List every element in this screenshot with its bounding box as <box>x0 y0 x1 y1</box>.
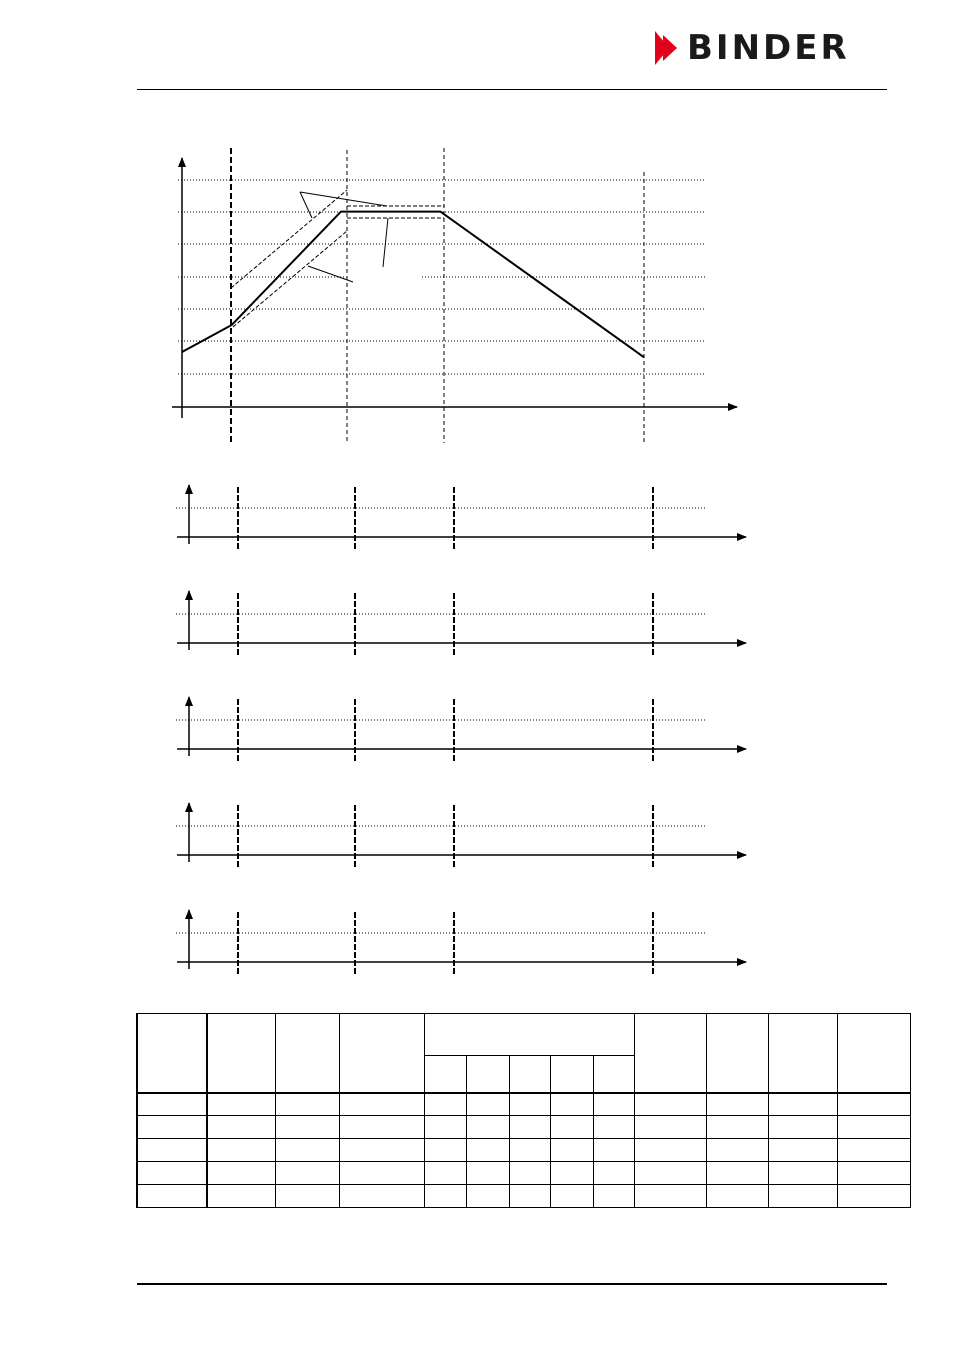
table-cell <box>634 1185 706 1208</box>
table-row <box>137 1139 910 1162</box>
table-cell <box>339 1162 424 1185</box>
main-temperature-chart <box>172 148 737 443</box>
table-cell <box>768 1093 837 1116</box>
table-cell <box>424 1185 466 1208</box>
table-cell <box>593 1162 634 1185</box>
table-cell <box>593 1185 634 1208</box>
table-cell <box>424 1162 466 1185</box>
table-cell <box>768 1116 837 1139</box>
table-cell <box>706 1116 768 1139</box>
table-cell <box>207 1139 275 1162</box>
table-cell <box>509 1116 550 1139</box>
table-cell <box>593 1093 634 1116</box>
table-cell <box>207 1185 275 1208</box>
table-row <box>137 1093 910 1116</box>
table-cell <box>466 1093 509 1116</box>
table-cell <box>550 1162 593 1185</box>
table-cell <box>706 1162 768 1185</box>
table-cell <box>706 1139 768 1162</box>
table-cell <box>768 1185 837 1208</box>
table-cell <box>207 1116 275 1139</box>
control-chart-3 <box>176 697 746 761</box>
table-cell <box>339 1185 424 1208</box>
table-cell <box>137 1139 207 1162</box>
table-cell <box>137 1162 207 1185</box>
table-cell <box>837 1093 910 1116</box>
header-cell <box>339 1014 424 1093</box>
table-cell <box>837 1139 910 1162</box>
header-cell <box>634 1014 706 1093</box>
table-cell <box>424 1116 466 1139</box>
table-cell <box>837 1116 910 1139</box>
table-cell <box>339 1116 424 1139</box>
table-cell <box>424 1093 466 1116</box>
table-cell <box>275 1116 339 1139</box>
table-cell <box>339 1139 424 1162</box>
header-cell <box>706 1014 768 1093</box>
table-cell <box>593 1139 634 1162</box>
table-cell <box>424 1139 466 1162</box>
table-cell <box>706 1093 768 1116</box>
header-cell <box>275 1014 339 1093</box>
header-cell-group <box>424 1014 634 1056</box>
sub-header-cell <box>593 1056 634 1093</box>
control-chart-2 <box>176 591 746 655</box>
table-row <box>137 1185 910 1208</box>
sub-header-cell <box>424 1056 466 1093</box>
table-cell <box>137 1116 207 1139</box>
table-cell <box>550 1116 593 1139</box>
tolerance-band <box>231 190 444 327</box>
table-cell <box>768 1139 837 1162</box>
table-cell <box>509 1162 550 1185</box>
table-cell <box>634 1162 706 1185</box>
table-cell <box>137 1093 207 1116</box>
program-table <box>136 1013 911 1208</box>
control-chart-5 <box>176 910 746 974</box>
table-cell <box>634 1116 706 1139</box>
setpoint-profile-line <box>182 212 644 358</box>
table-cell <box>550 1139 593 1162</box>
table-cell <box>837 1162 910 1185</box>
logo-text: BINDER <box>687 28 850 68</box>
table-row <box>137 1162 910 1185</box>
table-row <box>137 1116 910 1139</box>
table-cell <box>466 1185 509 1208</box>
table-cell <box>466 1116 509 1139</box>
footer-rule <box>137 1283 887 1285</box>
table-cell <box>207 1162 275 1185</box>
table-cell <box>339 1093 424 1116</box>
table-cell <box>768 1162 837 1185</box>
table-cell <box>509 1139 550 1162</box>
table-cell <box>550 1185 593 1208</box>
header-cell <box>137 1014 207 1093</box>
control-channel-charts <box>176 485 746 974</box>
sub-header-cell <box>509 1056 550 1093</box>
table-cell <box>593 1116 634 1139</box>
table-cell <box>466 1162 509 1185</box>
table-cell <box>550 1093 593 1116</box>
control-chart-4 <box>176 803 746 867</box>
table-cell <box>509 1185 550 1208</box>
table-cell <box>275 1185 339 1208</box>
table-header-row-1 <box>137 1014 910 1056</box>
control-chart-1 <box>176 485 746 549</box>
table-cell <box>706 1185 768 1208</box>
table-cell <box>837 1185 910 1208</box>
table-cell <box>634 1139 706 1162</box>
table-cell <box>207 1093 275 1116</box>
header-cell <box>207 1014 275 1093</box>
sub-header-cell <box>466 1056 509 1093</box>
header-cell <box>768 1014 837 1093</box>
table-cell <box>275 1139 339 1162</box>
table-cell <box>509 1093 550 1116</box>
table-cell <box>275 1093 339 1116</box>
table-cell <box>137 1185 207 1208</box>
table-cell <box>466 1139 509 1162</box>
table-cell <box>275 1162 339 1185</box>
header-cell <box>837 1014 910 1093</box>
table-cell <box>634 1093 706 1116</box>
sub-header-cell <box>550 1056 593 1093</box>
